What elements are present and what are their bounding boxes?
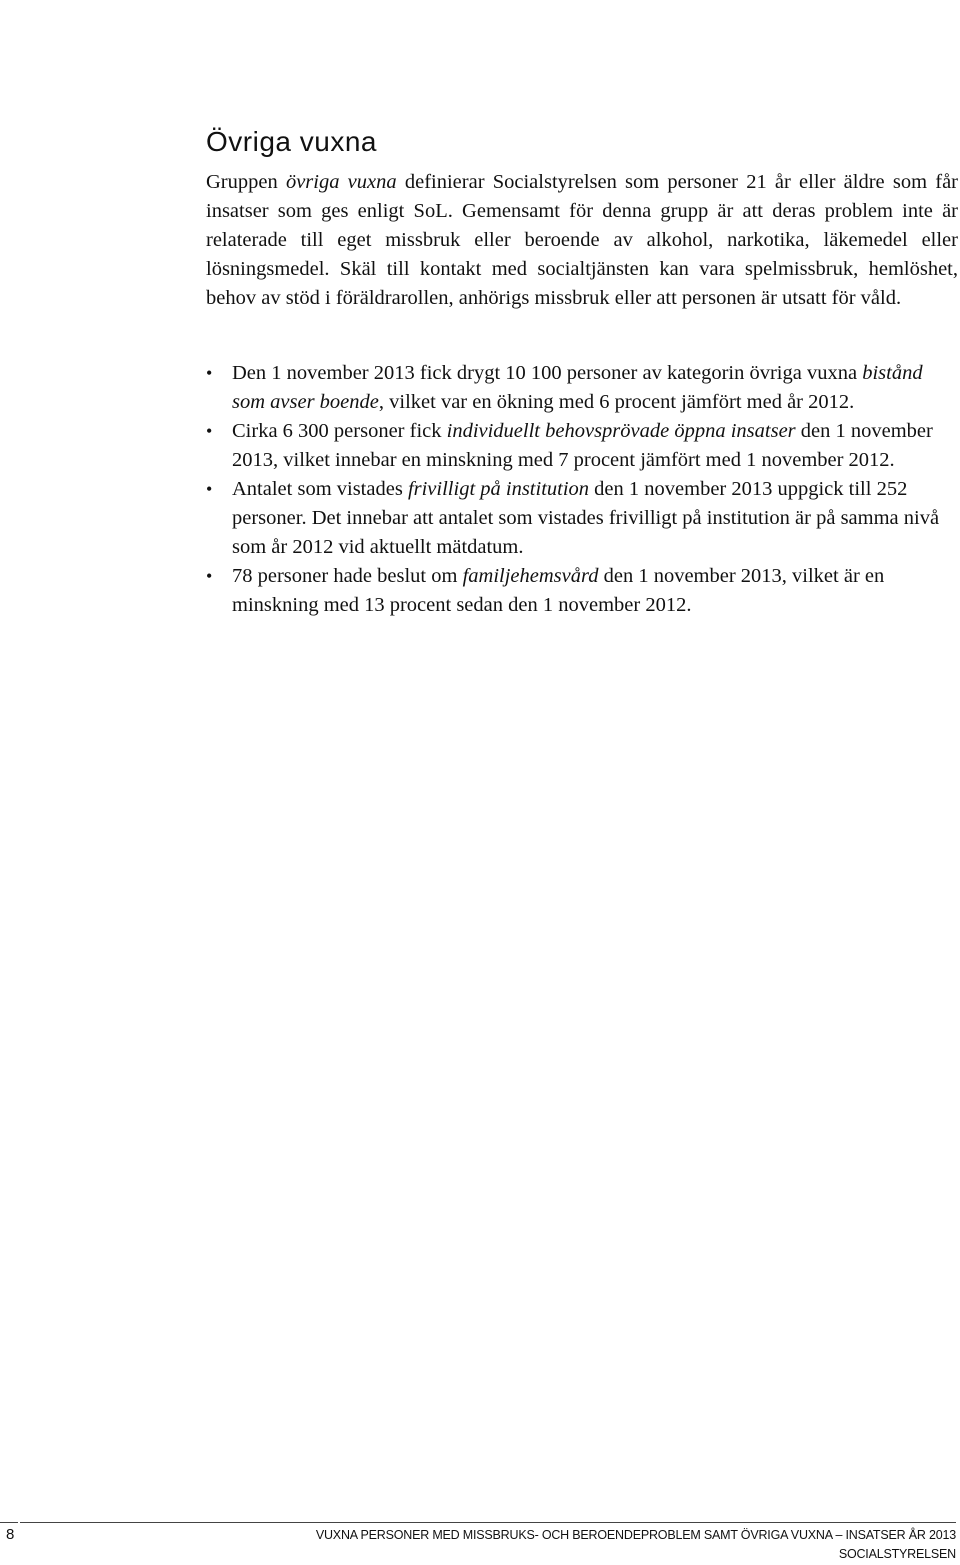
list-item	[206, 475, 958, 562]
section-heading: Övriga vuxna	[206, 126, 377, 157]
list-item-text-start: Cirka 6 300 personer fick	[232, 420, 447, 442]
list-item-text	[232, 359, 952, 417]
intro-text-rest: definierar Socialstyrelsen som personer 21 år eller äldre som får insatser som ges enligt SoL. Gemensamt för denna grupp är att deras problem inte är relaterade till eget missbruk eller beroende av alkohol, narkotika, läkemedel eller lösningsmedel. Skäl till kontakt med socialtjänsten kan vara spelmissbruk, hemlöshet, behov av stöd i föräldrarollen, anhörigs missbruk eller att personen är utsatt för våld.	[206, 171, 958, 309]
list-item-text	[232, 562, 952, 620]
list-item-text	[232, 475, 952, 562]
list-item	[206, 562, 958, 620]
footer-rule-left	[0, 1522, 18, 1523]
list-item-text-end: , vilket var en ökning med 6 procent jämfört med år 2012.	[378, 391, 855, 413]
list-item-emphasis: familjehemsvård	[462, 565, 599, 587]
list-item-text-end: den 1 november 2013, vilket innebar en minskning med 7 procent jämfört med 1 november 2012.	[232, 420, 933, 471]
publisher-name: SOCIALSTYRELSEN	[838, 1547, 956, 1561]
bullet-list	[206, 359, 958, 620]
intro-paragraph	[206, 168, 958, 313]
bullet-icon: •	[206, 566, 213, 586]
list-item	[206, 417, 958, 475]
list-item-text-end: den 1 november 2013 uppgick till 252 personer. Det innebar att antalet som vistades frivilligt på institution är på samma nivå som år 2012 vid aktuellt mätdatum.	[232, 478, 940, 558]
bullet-icon: •	[206, 479, 213, 499]
running-title: VUXNA PERSONER MED MISSBRUKS- OCH BEROENDEPROBLEM SAMT ÖVRIGA VUXNA – INSATSER ÅR 2013	[315, 1528, 956, 1542]
list-item	[206, 359, 958, 417]
list-item-emphasis: frivilligt på institution	[407, 478, 590, 500]
footer-rule	[20, 1522, 956, 1523]
list-item-emphasis: bistånd som avser boende	[232, 362, 923, 413]
list-item-text-start: Den 1 november 2013 fick drygt 10 100 personer av kategorin övriga vuxna	[232, 362, 863, 384]
intro-emphasis: övriga vuxna	[285, 171, 397, 193]
bullet-icon: •	[206, 421, 213, 441]
list-item-text-start: Antalet som vistades	[232, 478, 408, 500]
bullet-icon: •	[206, 363, 213, 383]
list-item-text-end: den 1 november 2013, vilket är en minskning med 13 procent sedan den 1 november 2012.	[232, 565, 885, 616]
list-item-text-start: 78 personer hade beslut om	[232, 565, 463, 587]
page-number: 8	[6, 1526, 15, 1543]
list-item-emphasis: individuellt behovsprövade öppna insatser	[446, 420, 796, 442]
intro-text-start: Gruppen	[206, 171, 286, 193]
list-item-text	[232, 417, 952, 475]
